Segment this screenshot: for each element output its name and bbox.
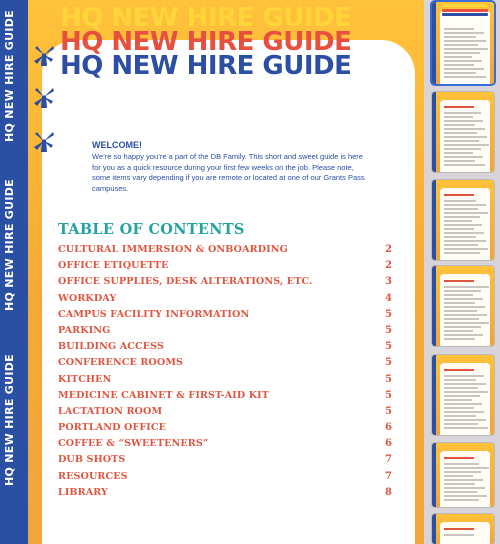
- welcome-section: [92, 139, 372, 194]
- toc-entry[interactable]: [58, 323, 392, 339]
- side-banner-text: HQ NEW HIRE GUIDE: [3, 354, 16, 486]
- table-of-contents: [58, 242, 392, 501]
- page-thumbnail[interactable]: [432, 514, 494, 544]
- title-line-red: HQ NEW HIRE GUIDE: [60, 27, 352, 57]
- toc-entry[interactable]: [58, 339, 392, 355]
- page-thumbnail[interactable]: [432, 355, 494, 435]
- toc-entry-label: MEDICINE CABINET & FIRST-AID KIT: [58, 389, 270, 401]
- side-banner-text: HQ NEW HIRE GUIDE: [3, 10, 16, 142]
- toc-entry-label: LIBRARY: [58, 486, 108, 498]
- toc-entry-label: WORKDAY: [58, 292, 117, 304]
- toc-entry[interactable]: [58, 436, 392, 452]
- toc-entry-page: 5: [385, 341, 392, 353]
- toc-entry-label: OFFICE SUPPLIES, DESK ALTERATIONS, ETC.: [58, 276, 313, 288]
- toc-entry-label: LACTATION ROOM: [58, 405, 163, 417]
- page-thumbnail[interactable]: [432, 180, 494, 260]
- windmill-icon: [32, 86, 56, 110]
- title-line-yellow: HQ NEW HIRE GUIDE: [60, 3, 352, 33]
- toc-entry[interactable]: [58, 420, 392, 436]
- toc-entry[interactable]: [58, 404, 392, 420]
- toc-entry-label: KITCHEN: [58, 373, 112, 385]
- toc-entry-label: CAMPUS FACILITY INFORMATION: [58, 308, 250, 320]
- toc-entry-page: 5: [385, 357, 392, 369]
- toc-entry-label: DUB SHOTS: [58, 454, 126, 466]
- toc-entry[interactable]: [58, 274, 392, 290]
- toc-entry-page: 6: [385, 438, 392, 450]
- toc-entry[interactable]: [58, 291, 392, 307]
- toc-entry-page: 5: [385, 373, 392, 385]
- toc-entry-label: CONFERENCE ROOMS: [58, 357, 184, 369]
- page-thumbnail[interactable]: [432, 443, 494, 507]
- toc-entry-page: 5: [385, 324, 392, 336]
- toc-entry-page: 2: [385, 244, 392, 255]
- toc-entry[interactable]: [58, 355, 392, 371]
- toc-heading: TABLE OF CONTENTS: [58, 221, 245, 238]
- toc-entry-page: 8: [385, 486, 392, 498]
- toc-entry-label: RESOURCES: [58, 470, 128, 482]
- title-line-blue: HQ NEW HIRE GUIDE: [60, 51, 352, 81]
- toc-entry-page: 5: [385, 389, 392, 401]
- toc-entry-label: PORTLAND OFFICE: [58, 422, 167, 434]
- toc-entry-label: CULTURAL IMMERSION & ONBOARDING: [58, 244, 288, 255]
- toc-entry[interactable]: [58, 469, 392, 485]
- toc-entry-page: 3: [385, 276, 392, 288]
- toc-entry[interactable]: [58, 242, 392, 258]
- page-title: [60, 3, 390, 81]
- windmill-icon: [32, 44, 56, 68]
- toc-entry-label: COFFEE & “SWEETENERS”: [58, 438, 209, 450]
- toc-entry[interactable]: [58, 307, 392, 323]
- side-banner-text: HQ NEW HIRE GUIDE: [3, 179, 16, 311]
- toc-entry-page: 2: [385, 260, 392, 272]
- toc-entry-page: 7: [385, 454, 392, 466]
- welcome-paragraph: We’re so happy you’re a part of the DB Family. This short and sweet guide is here for you as a quick resource during your first few weeks on the job. Please note, some items vary depending if you are remote or located at one of our Grants Pass campuses.: [92, 152, 365, 193]
- toc-entry[interactable]: [58, 452, 392, 468]
- side-banner: [0, 0, 28, 544]
- page-thumbnail[interactable]: [432, 92, 494, 172]
- toc-entry-label: PARKING: [58, 324, 111, 336]
- toc-entry[interactable]: [58, 485, 392, 501]
- page-thumbnail[interactable]: [432, 2, 494, 84]
- page-thumbnail[interactable]: [432, 266, 494, 346]
- toc-entry-page: 5: [385, 405, 392, 417]
- toc-entry-label: BUILDING ACCESS: [58, 341, 164, 353]
- toc-entry[interactable]: [58, 388, 392, 404]
- toc-entry[interactable]: [58, 372, 392, 388]
- toc-entry-page: 4: [385, 292, 392, 304]
- toc-entry-page: 6: [385, 422, 392, 434]
- welcome-heading: WELCOME!: [92, 140, 142, 150]
- windmill-icon: [32, 130, 56, 154]
- toc-entry-page: 7: [385, 470, 392, 482]
- toc-entry-label: OFFICE ETIQUETTE: [58, 260, 169, 272]
- toc-entry[interactable]: [58, 258, 392, 274]
- toc-entry-page: 5: [385, 308, 392, 320]
